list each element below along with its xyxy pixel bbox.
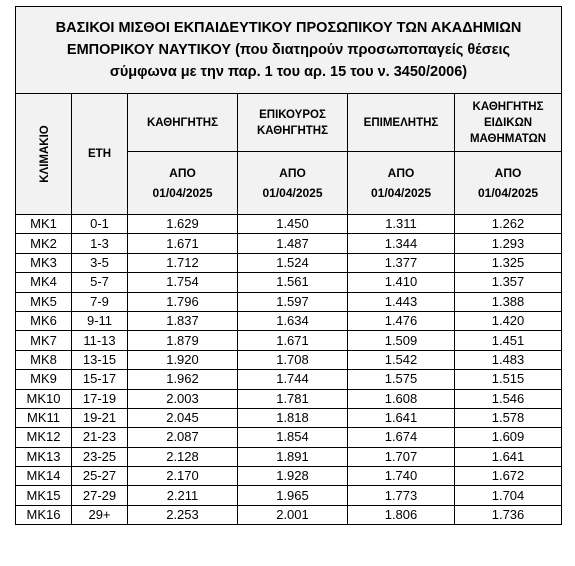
klimakio-cell: ΜΚ2 [16, 234, 72, 253]
table-row [16, 350, 562, 369]
eidikon-cell: 1.420 [455, 311, 562, 330]
eti-cell: 15-17 [72, 370, 128, 389]
kathigitis-cell: 1.712 [128, 253, 238, 272]
header-epikouros [238, 94, 348, 152]
kathigitis-cell: 1.920 [128, 350, 238, 369]
epikouros-cell: 1.708 [238, 350, 348, 369]
eti-cell: 23-25 [72, 447, 128, 466]
epikouros-cell: 1.965 [238, 486, 348, 505]
eti-cell: 13-15 [72, 350, 128, 369]
klimakio-cell: ΜΚ10 [16, 389, 72, 408]
table-row [16, 408, 562, 427]
kathigitis-cell: 2.211 [128, 486, 238, 505]
header-eidikon [455, 94, 562, 152]
apo-label: ΑΠΟ [279, 166, 306, 180]
epikouros-cell: 1.744 [238, 370, 348, 389]
kathigitis-cell: 1.671 [128, 234, 238, 253]
header-eidikon-line-2: ΕΙΔΙΚΩΝ [483, 116, 533, 129]
eidikon-cell: 1.451 [455, 331, 562, 350]
table-row [16, 311, 562, 330]
klimakio-cell: ΜΚ11 [16, 408, 72, 427]
epimelitis-cell: 1.344 [348, 234, 455, 253]
eidikon-cell: 1.483 [455, 350, 562, 369]
epikouros-cell: 1.487 [238, 234, 348, 253]
epikouros-cell: 1.818 [238, 408, 348, 427]
epikouros-cell: 1.524 [238, 253, 348, 272]
epikouros-cell: 1.891 [238, 447, 348, 466]
header-kathigitis [128, 94, 238, 152]
kathigitis-cell: 1.962 [128, 370, 238, 389]
eti-cell: 19-21 [72, 408, 128, 427]
klimakio-cell: ΜΚ9 [16, 370, 72, 389]
title-line-2: ΕΜΠΟΡΙΚΟΥ ΝΑΥΤΙΚΟΥ (που διατηρούν προσωποπαγείς θέσεις [66, 42, 511, 58]
epimelitis-cell: 1.674 [348, 428, 455, 447]
title-line-3: σύμφωνα με την παρ. 1 του αρ. 15 του ν. 3450/2006) [109, 64, 468, 80]
epikouros-cell: 1.634 [238, 311, 348, 330]
eidikon-cell: 1.546 [455, 389, 562, 408]
date-label: 01/04/2025 [262, 186, 323, 200]
klimakio-cell: ΜΚ6 [16, 311, 72, 330]
title-line-1: ΒΑΣΙΚΟΙ ΜΙΣΘΟΙ ΕΚΠΑΙΔΕΥΤΙΚΟΥ ΠΡΟΣΩΠΙΚΟΥ ΤΩΝ ΑΚΑΔΗΜΙΩΝ [55, 20, 522, 36]
eti-cell: 21-23 [72, 428, 128, 447]
table-row [16, 389, 562, 408]
table-row [16, 505, 562, 524]
date-label: 01/04/2025 [370, 186, 432, 200]
epimelitis-cell: 1.509 [348, 331, 455, 350]
date-label: 01/04/2025 [477, 186, 539, 200]
eidikon-cell: 1.293 [455, 234, 562, 253]
table-row [16, 292, 562, 311]
epikouros-cell: 1.781 [238, 389, 348, 408]
kathigitis-cell: 2.045 [128, 408, 238, 427]
klimakio-cell: ΜΚ1 [16, 215, 72, 234]
epimelitis-cell: 1.476 [348, 311, 455, 330]
header-kathigitis-label: ΚΑΘΗΓΗΤΗΣ [147, 116, 218, 129]
epimelitis-cell: 1.542 [348, 350, 455, 369]
eidikon-cell: 1.325 [455, 253, 562, 272]
table-row [16, 447, 562, 466]
klimakio-cell: ΜΚ14 [16, 467, 72, 486]
epimelitis-cell: 1.575 [348, 370, 455, 389]
epikouros-cell: 1.671 [238, 331, 348, 350]
date-header-epikouros [238, 152, 348, 215]
epimelitis-cell: 1.707 [348, 447, 455, 466]
klimakio-cell: ΜΚ8 [16, 350, 72, 369]
epimelitis-cell: 1.740 [348, 467, 455, 486]
kathigitis-cell: 2.003 [128, 389, 238, 408]
apo-label: ΑΠΟ [494, 166, 522, 180]
eidikon-cell: 1.641 [455, 447, 562, 466]
eti-cell: 11-13 [72, 331, 128, 350]
eti-cell: 27-29 [72, 486, 128, 505]
header-klimakio-label: ΚΛΙΜΑΚΙΟ [38, 125, 51, 183]
kathigitis-cell: 1.879 [128, 331, 238, 350]
epimelitis-cell: 1.311 [348, 215, 455, 234]
eidikon-cell: 1.609 [455, 428, 562, 447]
table-row [16, 253, 562, 272]
eidikon-cell: 1.578 [455, 408, 562, 427]
epimelitis-cell: 1.443 [348, 292, 455, 311]
date-header-eidikon [455, 152, 562, 215]
salary-table [15, 6, 562, 525]
table-row [16, 215, 562, 234]
date-header-epimelitis [348, 152, 455, 215]
kathigitis-cell: 2.087 [128, 428, 238, 447]
kathigitis-cell: 2.170 [128, 467, 238, 486]
klimakio-cell: ΜΚ13 [16, 447, 72, 466]
table-row [16, 331, 562, 350]
table-title [16, 7, 562, 94]
epimelitis-cell: 1.773 [348, 486, 455, 505]
header-epimelitis [348, 94, 455, 152]
header-eidikon-line-1: ΚΑΘΗΓΗΤΗΣ [472, 100, 544, 113]
header-eti [72, 94, 128, 215]
klimakio-cell: ΜΚ16 [16, 505, 72, 524]
epikouros-cell: 1.450 [238, 215, 348, 234]
eti-cell: 9-11 [72, 311, 128, 330]
header-eti-label: ΕΤΗ [88, 148, 111, 160]
kathigitis-cell: 2.128 [128, 447, 238, 466]
apo-label: ΑΠΟ [169, 166, 196, 180]
epikouros-cell: 1.928 [238, 467, 348, 486]
date-header-kathigitis [128, 152, 238, 215]
epimelitis-cell: 1.806 [348, 505, 455, 524]
kathigitis-cell: 1.754 [128, 273, 238, 292]
table-row [16, 428, 562, 447]
eti-cell: 29+ [72, 505, 128, 524]
klimakio-cell: ΜΚ5 [16, 292, 72, 311]
table-row [16, 467, 562, 486]
header-epikouros-line-2: ΚΑΘΗΓΗΤΗΣ [257, 124, 328, 137]
epikouros-cell: 1.854 [238, 428, 348, 447]
eidikon-cell: 1.515 [455, 370, 562, 389]
epimelitis-cell: 1.608 [348, 389, 455, 408]
klimakio-cell: ΜΚ15 [16, 486, 72, 505]
eti-cell: 17-19 [72, 389, 128, 408]
eti-cell: 1-3 [72, 234, 128, 253]
eidikon-cell: 1.388 [455, 292, 562, 311]
epikouros-cell: 2.001 [238, 505, 348, 524]
kathigitis-cell: 1.837 [128, 311, 238, 330]
header-eidikon-line-3: ΜΑΘΗΜΑΤΩΝ [469, 132, 547, 145]
eidikon-cell: 1.357 [455, 273, 562, 292]
eti-cell: 3-5 [72, 253, 128, 272]
kathigitis-cell: 1.629 [128, 215, 238, 234]
klimakio-cell: ΜΚ7 [16, 331, 72, 350]
epimelitis-cell: 1.641 [348, 408, 455, 427]
klimakio-cell: ΜΚ12 [16, 428, 72, 447]
table-row [16, 234, 562, 253]
header-epimelitis-label: ΕΠΙΜΕΛΗΤΗΣ [363, 116, 439, 129]
eidikon-cell: 1.704 [455, 486, 562, 505]
header-epikouros-line-1: ΕΠΙΚΟΥΡΟΣ [259, 108, 326, 121]
klimakio-cell: ΜΚ3 [16, 253, 72, 272]
kathigitis-cell: 2.253 [128, 505, 238, 524]
epimelitis-cell: 1.377 [348, 253, 455, 272]
table-row [16, 486, 562, 505]
eidikon-cell: 1.672 [455, 467, 562, 486]
eidikon-cell: 1.736 [455, 505, 562, 524]
table-row [16, 273, 562, 292]
epikouros-cell: 1.561 [238, 273, 348, 292]
header-klimakio [16, 94, 72, 215]
epimelitis-cell: 1.410 [348, 273, 455, 292]
eti-cell: 5-7 [72, 273, 128, 292]
date-label: 01/04/2025 [152, 186, 213, 200]
table-body [16, 215, 562, 525]
eidikon-cell: 1.262 [455, 215, 562, 234]
epikouros-cell: 1.597 [238, 292, 348, 311]
eti-cell: 0-1 [72, 215, 128, 234]
eti-cell: 25-27 [72, 467, 128, 486]
table-row [16, 370, 562, 389]
apo-label: ΑΠΟ [387, 166, 415, 180]
eti-cell: 7-9 [72, 292, 128, 311]
klimakio-cell: ΜΚ4 [16, 273, 72, 292]
kathigitis-cell: 1.796 [128, 292, 238, 311]
